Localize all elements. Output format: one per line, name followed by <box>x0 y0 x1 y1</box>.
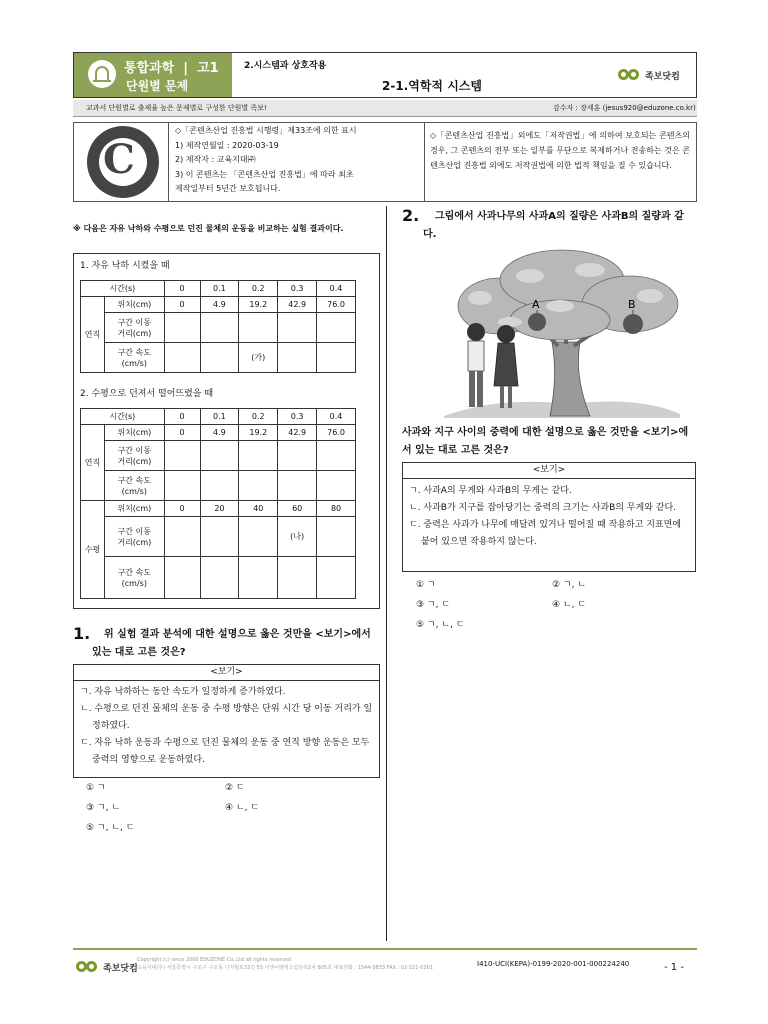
vertical-label: 연직 <box>81 297 105 373</box>
horizontal-throw-table <box>80 408 356 599</box>
q1-number: 1. <box>73 624 91 643</box>
position-cell: 80 <box>317 501 356 517</box>
interval-speed-label: 구간 속도 (cm/s) <box>104 471 164 501</box>
notice-left-text: ◇「콘텐츠산업 진흥법 시행령」제33조에 의한 표시 1) 제작연월일 : 2020-03-19 2) 제작자 : 교육지대㈜ 3) 이 콘텐츠는 「콘텐츠산업 진흥법」에 따라 최초 제작일부터 5년간 보호됩니다. <box>175 126 357 193</box>
q2-choice-1[interactable]: ① ㄱ <box>416 580 436 590</box>
position-cell: 0 <box>164 425 200 441</box>
footer-copyright: Copyright (c) since 2000 EDUZONE Co.,Ltd all rights reserved 교육지대(주) 서울특별시 구로구 구로동 디지털로33길 55 이앤씨벤처드림타워2차 805호 대표전화 : 1544-0833 FAX : 02-521-0301 <box>137 957 434 971</box>
q1-choice-1[interactable]: ① ㄱ <box>86 783 106 793</box>
column-divider <box>386 206 387 941</box>
header-unit: 2.시스템과 상호작용 <box>244 61 327 71</box>
position-cell: 20 <box>200 501 239 517</box>
time-cell: 0.4 <box>317 409 356 425</box>
page-title: 2-1.역학적 시스템 <box>382 79 482 93</box>
q1-bogi-title: <보기> <box>74 665 379 681</box>
position-cell: 40 <box>239 501 278 517</box>
person-girl <box>494 325 518 408</box>
interval-speed-label: 구간 속도 (cm/s) <box>104 343 164 373</box>
experiment-intro: ※ 다음은 자유 낙하와 수평으로 던진 물체의 운동을 비교하는 실험 결과이다. <box>73 224 344 233</box>
interval-distance-label: 구간 이동 거리(cm) <box>104 517 164 557</box>
tree-trunk <box>550 342 590 416</box>
section1-label: 1. 자유 낙하 시켰을 때 <box>80 261 170 271</box>
apple-b <box>623 314 643 334</box>
position-cell: 4.9 <box>200 297 239 313</box>
interval-speed-label: 구간 속도 (cm/s) <box>104 557 164 599</box>
freefall-table <box>80 280 356 373</box>
subheader-tagline: 교과서 단원별로 출제율 높은 문제별로 구성한 단원별 족보! <box>86 104 267 112</box>
position-cell: 76.0 <box>317 425 356 441</box>
time-cell: 0.1 <box>200 281 239 297</box>
q2-choice-4[interactable]: ④ ㄴ, ㄷ <box>552 600 587 610</box>
notice-divider <box>424 122 425 202</box>
position-label: 위치(cm) <box>104 425 164 441</box>
q2-choice-2[interactable]: ② ㄱ, ㄴ <box>552 580 587 590</box>
bell-icon-body <box>95 66 109 80</box>
position-cell: 19.2 <box>239 425 278 441</box>
bell-icon-base <box>93 80 111 82</box>
time-cell: 0.4 <box>317 281 356 297</box>
position-cell: 42.9 <box>278 297 317 313</box>
subheader-reviewer: 감수자 : 장세훈 (jesus920@eduzone.co.kr) <box>553 104 696 112</box>
interval-distance-label: 구간 이동 거리(cm) <box>104 313 164 343</box>
q1-bogi-box <box>73 664 380 778</box>
apple-tree-illustration <box>440 246 684 418</box>
notice-divider <box>168 122 169 202</box>
q1-bogi-item: ㄱ. 자유 낙하하는 동안 속도가 일정하게 증가하였다. <box>80 687 286 697</box>
q1-choice-4[interactable]: ④ ㄴ, ㄷ <box>225 803 260 813</box>
notice-right-text: ◇「콘텐츠산업 진흥법」외에도「저작권법」에 의하여 보호되는 콘텐츠의 경우, 그 콘텐츠의 전부 또는 일부를 무단으로 복제하거나 전송하는 것은 콘텐츠산업 진흥법 외에도 저작권법에 의한 법적 책임을 질 수 있습니다. <box>430 131 690 170</box>
q2-bogi-box <box>402 462 696 572</box>
position-label: 위치(cm) <box>104 501 164 517</box>
q2-choice-5[interactable]: ⑤ ㄱ, ㄴ, ㄷ <box>416 620 465 630</box>
footer-logo-icon <box>76 958 100 976</box>
page-number: - 1 - <box>664 962 684 973</box>
position-label: 위치(cm) <box>104 297 164 313</box>
q2-bogi-item: ㄷ. 중력은 사과가 나무에 매달려 있거나 떨어질 때 작용하고 지표면에 붙어 있으면 작용하지 않는다. <box>409 520 682 547</box>
footer-brand: 족보닷컴 <box>103 963 138 974</box>
position-cell: 0 <box>164 297 200 313</box>
footer-code: I410-UCI(KEPA)-0199-2020-001-000224240 <box>477 960 630 968</box>
q2-question: 사과와 지구 사이의 중력에 대한 설명으로 옳은 것만을 <보기>에서 있는 대로 고른 것은? <box>402 427 689 456</box>
time-cell: 0 <box>164 281 200 297</box>
time-header: 시간(s) <box>81 281 165 297</box>
q1-choice-3[interactable]: ③ ㄱ, ㄴ <box>86 803 121 813</box>
q2-bogi-title: <보기> <box>403 463 695 479</box>
time-header: 시간(s) <box>81 409 165 425</box>
q1-text: 위 실험 결과 분석에 대한 설명으로 옳은 것만을 <보기>에서 있는 대로 고른 것은? <box>92 629 371 658</box>
header-doc-type: 단원별 문제 <box>126 79 189 93</box>
q1-bogi-item: ㄷ. 자유 낙하 운동과 수평으로 던진 물체의 운동 중 연직 방향 운동은 모두 중력의 영향으로 운동하였다. <box>80 738 370 765</box>
q2-bogi-item: ㄴ. 사과B가 지구를 잡아당기는 중력의 크기는 사과B의 무게와 같다. <box>409 503 677 513</box>
q2-choice-3[interactable]: ③ ㄱ, ㄷ <box>416 600 451 610</box>
q2-bogi-item: ㄱ. 사과A의 무게와 사과B의 무게는 같다. <box>409 486 572 496</box>
position-cell: 4.9 <box>200 425 239 441</box>
time-cell: 0.2 <box>239 409 278 425</box>
apple-b-label: B <box>628 298 636 311</box>
brand-logo-icon <box>618 66 642 84</box>
person-boy <box>467 323 485 407</box>
mark-ga: (가) <box>239 343 278 373</box>
q1-choice-5[interactable]: ⑤ ㄱ, ㄴ, ㄷ <box>86 823 135 833</box>
section2-label: 2. 수평으로 던져서 떨어뜨렸을 때 <box>80 389 214 399</box>
q2-text: 그림에서 사과나무의 사과A의 질량은 사과B의 질량과 같다. <box>423 211 684 240</box>
position-cell: 42.9 <box>278 425 317 441</box>
position-cell: 60 <box>278 501 317 517</box>
footer-logo <box>76 958 138 976</box>
apple-a-label: A <box>532 298 540 311</box>
time-cell: 0.3 <box>278 409 317 425</box>
time-cell: 0 <box>164 409 200 425</box>
time-cell: 0.2 <box>239 281 278 297</box>
q1-choice-2[interactable]: ② ㄷ <box>225 783 245 793</box>
vertical-label: 연직 <box>81 425 105 501</box>
time-cell: 0.1 <box>200 409 239 425</box>
time-cell: 0.3 <box>278 281 317 297</box>
header-subject-grade: 통합과학 | 고1 <box>124 61 219 76</box>
horizontal-label: 수평 <box>81 501 105 599</box>
brand-logo <box>618 66 680 84</box>
interval-distance-label: 구간 이동 거리(cm) <box>104 441 164 471</box>
position-cell: 76.0 <box>317 297 356 313</box>
position-cell: 19.2 <box>239 297 278 313</box>
q1-bogi-item: ㄴ. 수평으로 던진 물체의 운동 중 수평 방향은 단위 시간 당 이동 거리가 일정하였다. <box>80 704 373 731</box>
brand-name: 족보닷컴 <box>645 71 680 82</box>
apple-a <box>528 313 546 331</box>
footer-rule <box>73 948 697 950</box>
copyright-c-letter-icon: C <box>103 136 135 183</box>
q2-number: 2. <box>402 206 420 225</box>
mark-na: (나) <box>278 517 317 557</box>
position-cell: 0 <box>164 501 200 517</box>
